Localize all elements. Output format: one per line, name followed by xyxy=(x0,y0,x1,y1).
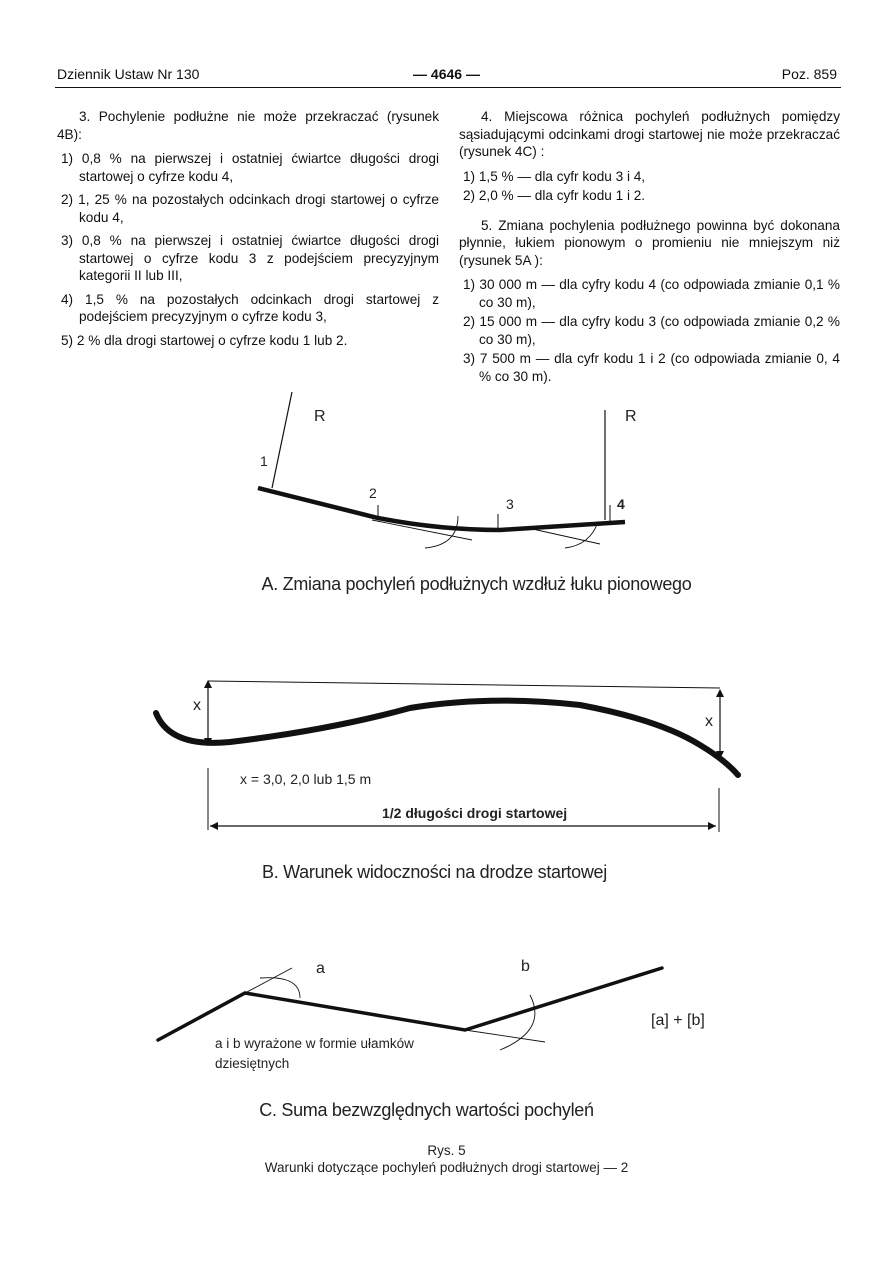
list-item: 1) 30 000 m — dla cyfry kodu 4 (co odpowiada zmianie 0,1 % co 30 m), xyxy=(463,277,840,310)
label-b: b xyxy=(521,958,530,975)
runway-profile-b xyxy=(156,701,738,775)
tangent-line xyxy=(528,528,600,544)
half-length-label: 1/2 długości drogi startowej xyxy=(382,805,568,821)
page-number: — 4646 — xyxy=(413,66,480,82)
label-r-left: R xyxy=(314,408,326,425)
runway-profile-a xyxy=(258,488,625,530)
label-r-right: R xyxy=(625,408,637,425)
label-x-left: x xyxy=(193,697,201,714)
caption-figure-b: B. Warunek widoczności na drodze startowej xyxy=(262,862,607,882)
sight-line xyxy=(208,681,720,688)
paragraph-5: 5. Zmiana pochylenia podłużnego powinna być dokonana płynnie, łukiem pionowym o promieniu nie mniejszym niż (rysunek 5A ): xyxy=(459,217,840,268)
sum-label: [a] + [b] xyxy=(651,1012,705,1029)
arrow-right xyxy=(708,822,716,830)
radius-line-left xyxy=(272,392,292,488)
label-point-2: 2 xyxy=(369,485,377,501)
paragraph-3: 3. Pochylenie podłużne nie może przekraczać (rysunek 4B): xyxy=(57,109,439,142)
list-item: 1) 1,5 % — dla cyfr kodu 3 i 4, xyxy=(463,168,646,184)
runway-profile-c xyxy=(158,968,662,1040)
caption-figure-c: C. Suma bezwzględnych wartości pochyleń xyxy=(259,1100,594,1120)
list-item: 1) 0,8 % na pierwszej i ostatniej ćwiartce długości drogi startowej o cyfrze kodu 4, xyxy=(61,151,439,184)
arrow-left xyxy=(210,822,218,830)
label-x-right: x xyxy=(705,713,713,730)
position-number: Poz. 859 xyxy=(781,66,837,82)
list-item: 3) 0,8 % na pierwszej i ostatniej ćwiartce długości drogi startowej o cyfrze kodu 3 z podejściem precyzyjnym kategorii II lub III, xyxy=(61,233,439,283)
figure-title: Warunki dotyczące pochyleń podłużnych drogi startowej — 2 xyxy=(264,1160,629,1175)
list-item: 2) 2,0 % — dla cyfr kodu 1 i 2. xyxy=(463,188,646,203)
list-item: 2) 1, 25 % na pozostałych odcinkach drogi startowej o cyfrze kodu 4, xyxy=(61,192,439,225)
note-line-2: dziesiętnych xyxy=(215,1056,290,1071)
extension-line-b xyxy=(465,1030,545,1042)
angle-arc-b xyxy=(500,995,535,1050)
label-a: a xyxy=(316,960,325,977)
label-point-4: 4 xyxy=(617,496,625,512)
journal-title: Dziennik Ustaw Nr 130 xyxy=(57,66,200,82)
arrow-up-right xyxy=(716,689,724,697)
formula-x: x = 3,0, 2,0 lub 1,5 m xyxy=(240,771,372,787)
label-point-1: 1 xyxy=(260,453,268,469)
caption-figure-a: A. Zmiana pochyleń podłużnych wzdłuż łuku pionowego xyxy=(261,574,692,594)
extension-line-a xyxy=(245,968,292,993)
note-line-1: a i b wyrażone w formie ułamków xyxy=(215,1036,414,1051)
list-item: 4) 1,5 % na pozostałych odcinkach drogi startowej z podejściem precyzyjnym o cyfrze kodu 3, xyxy=(61,291,439,324)
label-point-3: 3 xyxy=(506,496,514,512)
list-item: 5) 2 % dla drogi startowej o cyfrze kodu 1 lub 2. xyxy=(61,332,348,348)
list-item: 3) 7 500 m — dla cyfr kodu 1 i 2 (co odpowiada zmianie 0, 4 % co 30 m). xyxy=(463,351,840,384)
paragraph-4: 4. Miejscowa różnica pochyleń podłużnych pomiędzy sąsiadującymi odcinkami drogi startowej nie może przekraczać (rysunek 4C) : xyxy=(459,109,840,159)
figure-number: Rys. 5 xyxy=(427,1143,466,1158)
list-item: 2) 15 000 m — dla cyfry kodu 3 (co odpowiada zmianie 0,2 % co 30 m), xyxy=(463,314,840,347)
